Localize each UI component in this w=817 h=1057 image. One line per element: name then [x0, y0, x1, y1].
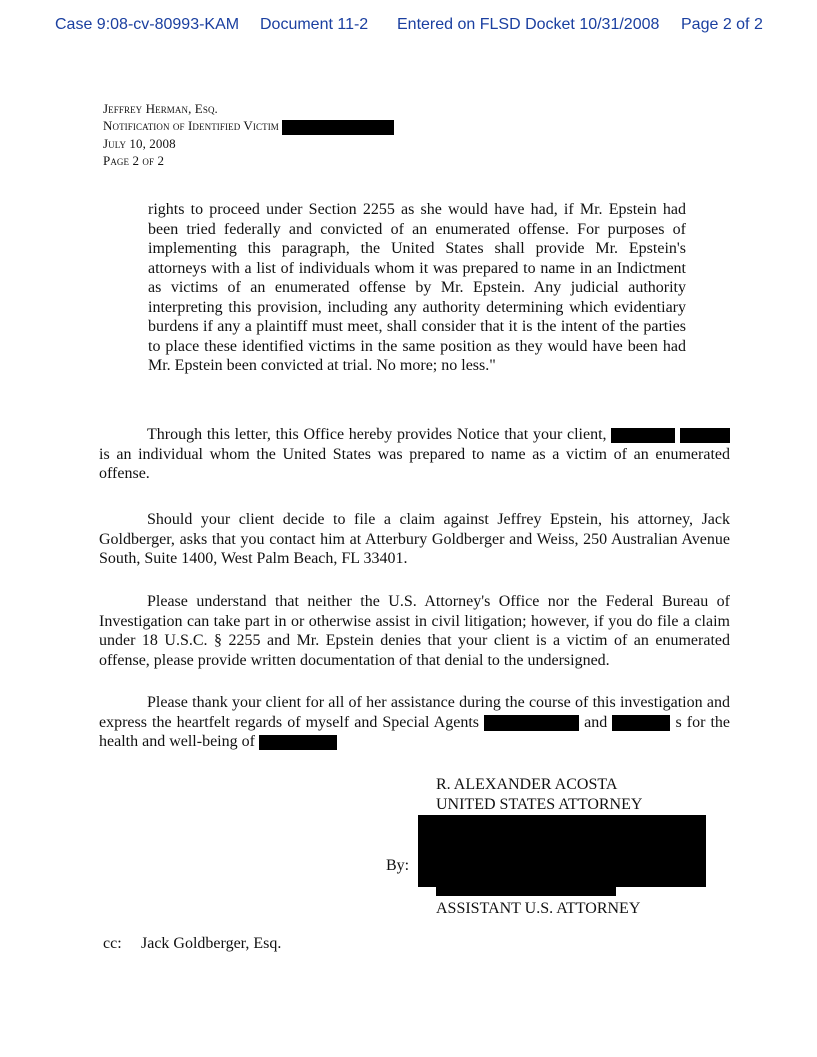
letter-header — [103, 100, 394, 169]
litigation-paragraph: Please understand that neither the U.S. Attorney's Office nor the Federal Bureau of Investigation can take part in or otherwise assist in civil litigation; however, if you do file a claim under 18 U.S.C. § 2255 and Mr. Epstein denies that your client is a victim of an enumerated offense, please provide written documentation of that denial to the undersigned. — [99, 593, 730, 669]
redaction-bar — [680, 428, 730, 443]
thanks-and: and — [584, 713, 608, 731]
letter-date: July 10, 2008 — [103, 135, 176, 151]
thanks-text-a: Please thank your client for all of her assistance during the course of this investigation and express the heartfelt regards of myself and Special Agents — [99, 694, 730, 731]
subject-text: Notification of Identified Victim — [103, 118, 279, 133]
signer-title: UNITED STATES ATTORNEY — [436, 796, 643, 813]
quoted-paragraph: rights to proceed under Section 2255 as she would have had, if Mr. Epstein had been tried federally and convicted of an enumerated offense. For purposes of implementing this paragraph, the United States shall provide Mr. Epstein's attorneys with a list of individuals whom it was prepared to name in an Indictment as victims of an enumerated offense by Mr. Epstein. Any judicial authority interpreting this provision, including any authority determining which evidentiary burdens if any a plaintiff must meet, shall consider that it is the intent of the parties to place these identified victims in the same position as they would have been had Mr. Epstein been convicted at trial. No more; no less." — [148, 201, 686, 374]
page-number: Page 2 of 2 — [681, 16, 763, 33]
redaction-bar — [612, 715, 670, 731]
redaction-bar — [259, 735, 337, 750]
notice-text-b: is an individual whom the United States was prepared to name as a victim of an enumerated offense. — [99, 445, 730, 482]
recipient: Jeffrey Herman, Esq. — [103, 101, 218, 116]
cc-label: cc: — [103, 935, 122, 952]
cc-name: Jack Goldberger, Esq. — [141, 935, 282, 952]
thanks-for: s for — [675, 713, 706, 731]
redaction-bar — [484, 715, 579, 731]
docket-stamp — [55, 16, 763, 34]
cc-line — [103, 935, 281, 953]
notice-paragraph — [99, 425, 730, 484]
case-number: Case 9:08-cv-80993-KAM — [55, 16, 240, 33]
signer-name: R. ALEXANDER ACOSTA — [436, 776, 618, 793]
header-page: Page 2 of 2 — [103, 152, 165, 168]
by-label: By: — [386, 857, 410, 874]
thanks-text-b: the health and well-being of — [99, 713, 731, 750]
thanks-paragraph — [99, 693, 730, 752]
subject-line — [103, 117, 394, 135]
document-number: Document 11-2 — [260, 16, 369, 33]
signature-redaction — [418, 815, 706, 887]
notice-text-a: Through this letter, this Office hereby provides Notice that your client, — [147, 426, 607, 443]
redaction-bar — [611, 428, 675, 443]
entered-date: Entered on FLSD Docket 10/31/2008 — [397, 16, 660, 33]
claim-paragraph: Should your client decide to file a claim against Jeffrey Epstein, his attorney, Jack Goldberger, asks that you contact him at Atterbury Goldberger and Weiss, 250 Australian Avenue South, Suite 1400, West Palm Beach, FL 33401. — [99, 511, 730, 567]
signer-role: ASSISTANT U.S. ATTORNEY — [436, 900, 641, 917]
signature-redaction-tail — [436, 882, 616, 896]
redaction-bar — [282, 120, 394, 135]
